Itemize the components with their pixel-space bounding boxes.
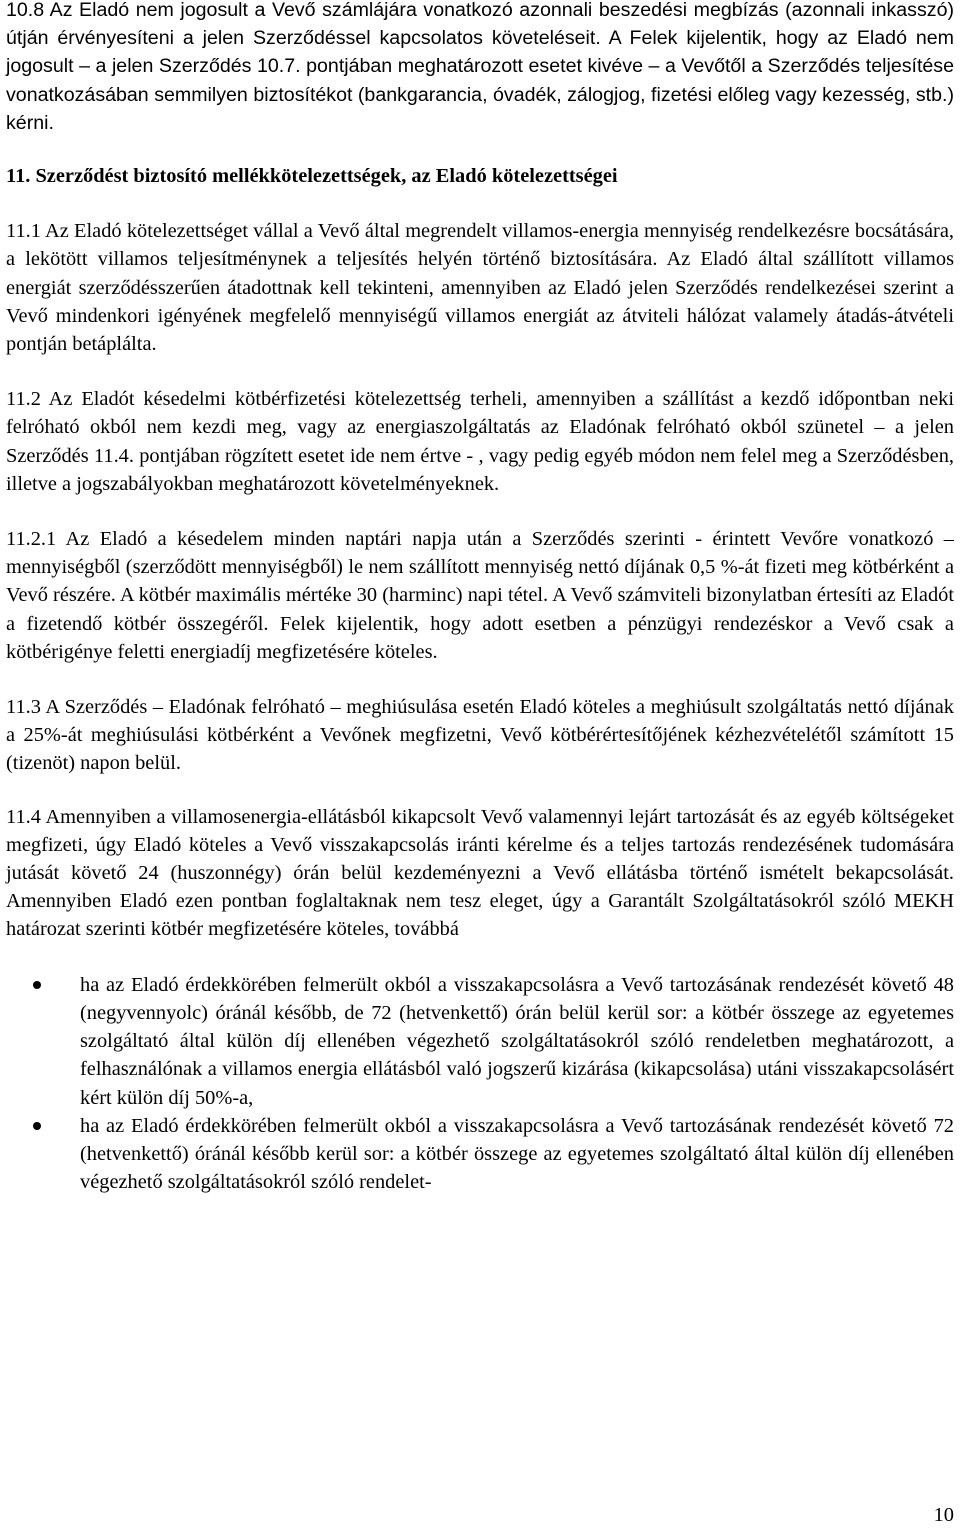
paragraph-11-4: 11.4 Amennyiben a villamosenergia-ellátásból kikapcsolt Vevő valamennyi lejárt tartozását és az egyéb költségeket megfizeti, úgy Eladó köteles a Vevő visszakapcsolás iránti kérelme és a teljes tartozás rendezésének tudomására jutását követő 24 (huszonnégy) órán belül kezdeményezni a Vevő ellátásba történő ismételt bekapcsolását. Amennyiben Eladó ezen pontban foglaltaknak nem tesz eleget, úgy a Garantált Szolgáltatásokról szóló MEKH határozat szerinti kötbér megfizetésére köteles, továbbá (6, 805, 954, 941)
paragraph-11-1: 11.1 Az Eladó kötelezettséget vállal a Vevő által megrendelt villamos-energia mennyiség rendelkezésre bocsátására, a lekötött villamos teljesítménynek a teljesítés helyén történő biztosítására. Az Eladó által szállított villamos energiát szerződésszerűen átadottnak kell tekinteni, amennyiben az Eladó jelen Szerződés rendelkezései szerint a Vevő mindenkori igényének megfelelő mennyiségű villamos energiát az átviteli hálózat valamely átadás-átvételi pontján betáplálta. (6, 220, 954, 356)
page-number: 10 (933, 1504, 954, 1526)
bullet-icon (33, 981, 41, 989)
paragraph-11-3: 11.3 A Szerződés – Eladónak felróható – meghiúsulása esetén Eladó köteles a meghiúsult szolgáltatás nettó díjának a 25%-át meghiúsulási kötbérként a Vevőnek megfizetni, Vevő kötbérértesítőjének kézhezvételétől számított 15 (tizenöt) napon belül. (6, 696, 954, 775)
paragraph-11-2: 11.2 Az Eladót késedelmi kötbérfizetési kötelezettség terheli, amennyiben a szállítást a kezdő időpontban neki felróható okból nem kezdi meg, vagy az energiaszolgáltatás az Eladónak felróható okból szünetel – a jelen Szerződés 11.4. pontjában rögzített esetet ide nem értve - , vagy pedig egyéb módon nem felel meg a Szerződésben, illetve a jogszabályokban meghatározott követelményeknek. (6, 388, 954, 495)
list-item (6, 1112, 954, 1197)
list-item-text: ha az Eladó érdekkörében felmerült okból a visszakapcsolásra a Vevő tartozásának rendezését követő 48 (negyvennyolc) óránál később, de 72 (hetvenkettő) órán belül kerül sor: a kötbér összege az egyetemes szolgáltató által külön díj ellenében végezhető szolgáltatásokról szóló rendeletben meghatározott, a felhasználónak a villamos energia ellátásból való jogszerű kizárása (kikapcsolása) utáni visszakapcsolásért kért külön díj 50%-a, (80, 973, 954, 1109)
bullet-icon (33, 1122, 41, 1130)
bullet-list (6, 971, 954, 1197)
list-item (6, 971, 954, 1112)
section-heading-11: 11. Szerződést biztosító mellékkötelezettségek, az Eladó kötelezettségei (6, 165, 618, 188)
paragraph-10-8: 10.8 Az Eladó nem jogosult a Vevő számlájára vonatkozó azonnali beszedési megbízás (azonnali inkasszó) útján érvényesíteni a jelen Szerződéssel kapcsolatos követeléseit. A Felek kijelentik, hogy az Eladó nem jogosult – a jelen Szerződés 10.7. pontjában meghatározott esetet kivéve – a Vevőtől a Szerződés teljesítése vonatkozásában semmilyen biztosítékot (bankgarancia, óvadék, zálogjog, fizetési előleg vagy kezesség, stb.) kérni. (6, 0, 954, 134)
paragraph-11-2-1: 11.2.1 Az Eladó a késedelem minden naptári napja után a Szerződés szerinti - érintett Vevőre vonatkozó – mennyiségből (szerződött mennyiségből) le nem szállított mennyiség nettó díjának 0,5 %-át fizeti meg kötbérként a Vevő részére. A kötbér maximális mértéke 30 (harminc) napi tétel. A Vevő számviteli bizonylatban értesíti az Eladót a fizetendő kötbér összegéről. Felek kijelentik, hogy adott esetben a pénzügyi rendezéskor a Vevő csak a kötbérigénye feletti energiadíj megfizetésére köteles. (6, 528, 954, 663)
document-page (6, 0, 954, 1196)
list-item-text: ha az Eladó érdekkörében felmerült okból a visszakapcsolásra a Vevő tartozásának rendezését követő 72 (hetvenkettő) óránál később kerül sor: a kötbér összege az egyetemes szolgáltató által külön díj ellenében végezhető szolgáltatásokról szóló rendelet- (80, 1114, 954, 1194)
